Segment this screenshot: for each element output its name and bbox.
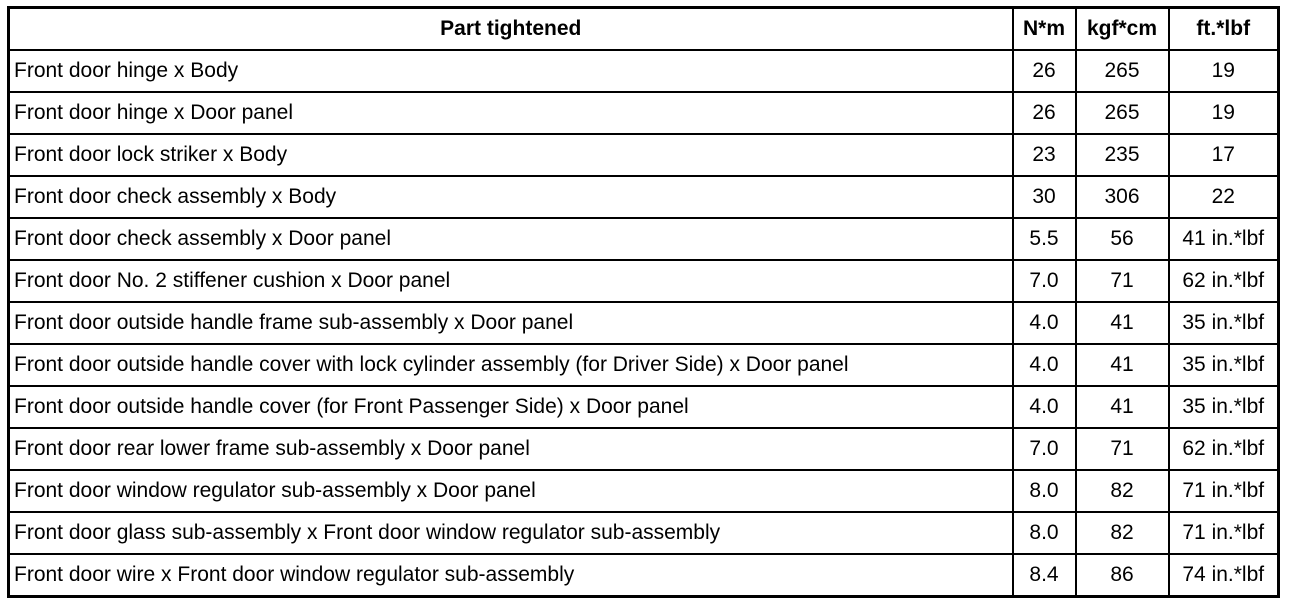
nm-cell: 26 [1013, 92, 1076, 134]
header-newton-meters: N*m [1013, 8, 1076, 51]
kgfcm-cell: 86 [1076, 554, 1169, 597]
kgfcm-cell: 41 [1076, 386, 1169, 428]
table-row [9, 470, 1279, 512]
table-row [9, 428, 1279, 470]
table-row [9, 386, 1279, 428]
part-cell: Front door lock striker x Body [9, 134, 1013, 176]
nm-cell: 4.0 [1013, 302, 1076, 344]
part-cell: Front door window regulator sub-assembly x Door panel [9, 470, 1013, 512]
header-kgf-cm: kgf*cm [1076, 8, 1169, 51]
table-row [9, 92, 1279, 134]
part-cell: Front door hinge x Door panel [9, 92, 1013, 134]
kgfcm-cell: 41 [1076, 302, 1169, 344]
table-row [9, 260, 1279, 302]
nm-cell: 5.5 [1013, 218, 1076, 260]
nm-cell: 23 [1013, 134, 1076, 176]
part-cell: Front door outside handle cover (for Front Passenger Side) x Door panel [9, 386, 1013, 428]
nm-cell: 8.4 [1013, 554, 1076, 597]
table-row [9, 554, 1279, 597]
ftlbf-cell: 19 [1169, 92, 1279, 134]
part-cell: Front door glass sub-assembly x Front door window regulator sub-assembly [9, 512, 1013, 554]
ftlbf-cell: 62 in.*lbf [1169, 428, 1279, 470]
nm-cell: 4.0 [1013, 344, 1076, 386]
table-row [9, 344, 1279, 386]
ftlbf-cell: 19 [1169, 50, 1279, 92]
ftlbf-cell: 35 in.*lbf [1169, 386, 1279, 428]
table-row [9, 50, 1279, 92]
nm-cell: 8.0 [1013, 470, 1076, 512]
kgfcm-cell: 71 [1076, 428, 1169, 470]
kgfcm-cell: 235 [1076, 134, 1169, 176]
nm-cell: 7.0 [1013, 428, 1076, 470]
table-row [9, 302, 1279, 344]
ftlbf-cell: 17 [1169, 134, 1279, 176]
nm-cell: 26 [1013, 50, 1076, 92]
table-header-row [9, 8, 1279, 51]
part-cell: Front door outside handle frame sub-assembly x Door panel [9, 302, 1013, 344]
kgfcm-cell: 265 [1076, 92, 1169, 134]
kgfcm-cell: 82 [1076, 512, 1169, 554]
nm-cell: 4.0 [1013, 386, 1076, 428]
ftlbf-cell: 71 in.*lbf [1169, 470, 1279, 512]
ftlbf-cell: 22 [1169, 176, 1279, 218]
ftlbf-cell: 74 in.*lbf [1169, 554, 1279, 597]
table-row [9, 218, 1279, 260]
ftlbf-cell: 35 in.*lbf [1169, 302, 1279, 344]
ftlbf-cell: 62 in.*lbf [1169, 260, 1279, 302]
ftlbf-cell: 41 in.*lbf [1169, 218, 1279, 260]
table-row [9, 176, 1279, 218]
ftlbf-cell: 35 in.*lbf [1169, 344, 1279, 386]
kgfcm-cell: 56 [1076, 218, 1169, 260]
nm-cell: 30 [1013, 176, 1076, 218]
nm-cell: 8.0 [1013, 512, 1076, 554]
kgfcm-cell: 306 [1076, 176, 1169, 218]
kgfcm-cell: 41 [1076, 344, 1169, 386]
nm-cell: 7.0 [1013, 260, 1076, 302]
part-cell: Front door wire x Front door window regulator sub-assembly [9, 554, 1013, 597]
header-part-tightened: Part tightened [9, 8, 1013, 51]
table-row [9, 512, 1279, 554]
part-cell: Front door outside handle cover with lock cylinder assembly (for Driver Side) x Door panel [9, 344, 1013, 386]
part-cell: Front door rear lower frame sub-assembly x Door panel [9, 428, 1013, 470]
part-cell: Front door check assembly x Door panel [9, 218, 1013, 260]
header-ft-lbf: ft.*lbf [1169, 8, 1279, 51]
table-row [9, 134, 1279, 176]
kgfcm-cell: 82 [1076, 470, 1169, 512]
part-cell: Front door check assembly x Body [9, 176, 1013, 218]
torque-specification-table [7, 6, 1280, 598]
ftlbf-cell: 71 in.*lbf [1169, 512, 1279, 554]
part-cell: Front door hinge x Body [9, 50, 1013, 92]
part-cell: Front door No. 2 stiffener cushion x Door panel [9, 260, 1013, 302]
kgfcm-cell: 71 [1076, 260, 1169, 302]
kgfcm-cell: 265 [1076, 50, 1169, 92]
